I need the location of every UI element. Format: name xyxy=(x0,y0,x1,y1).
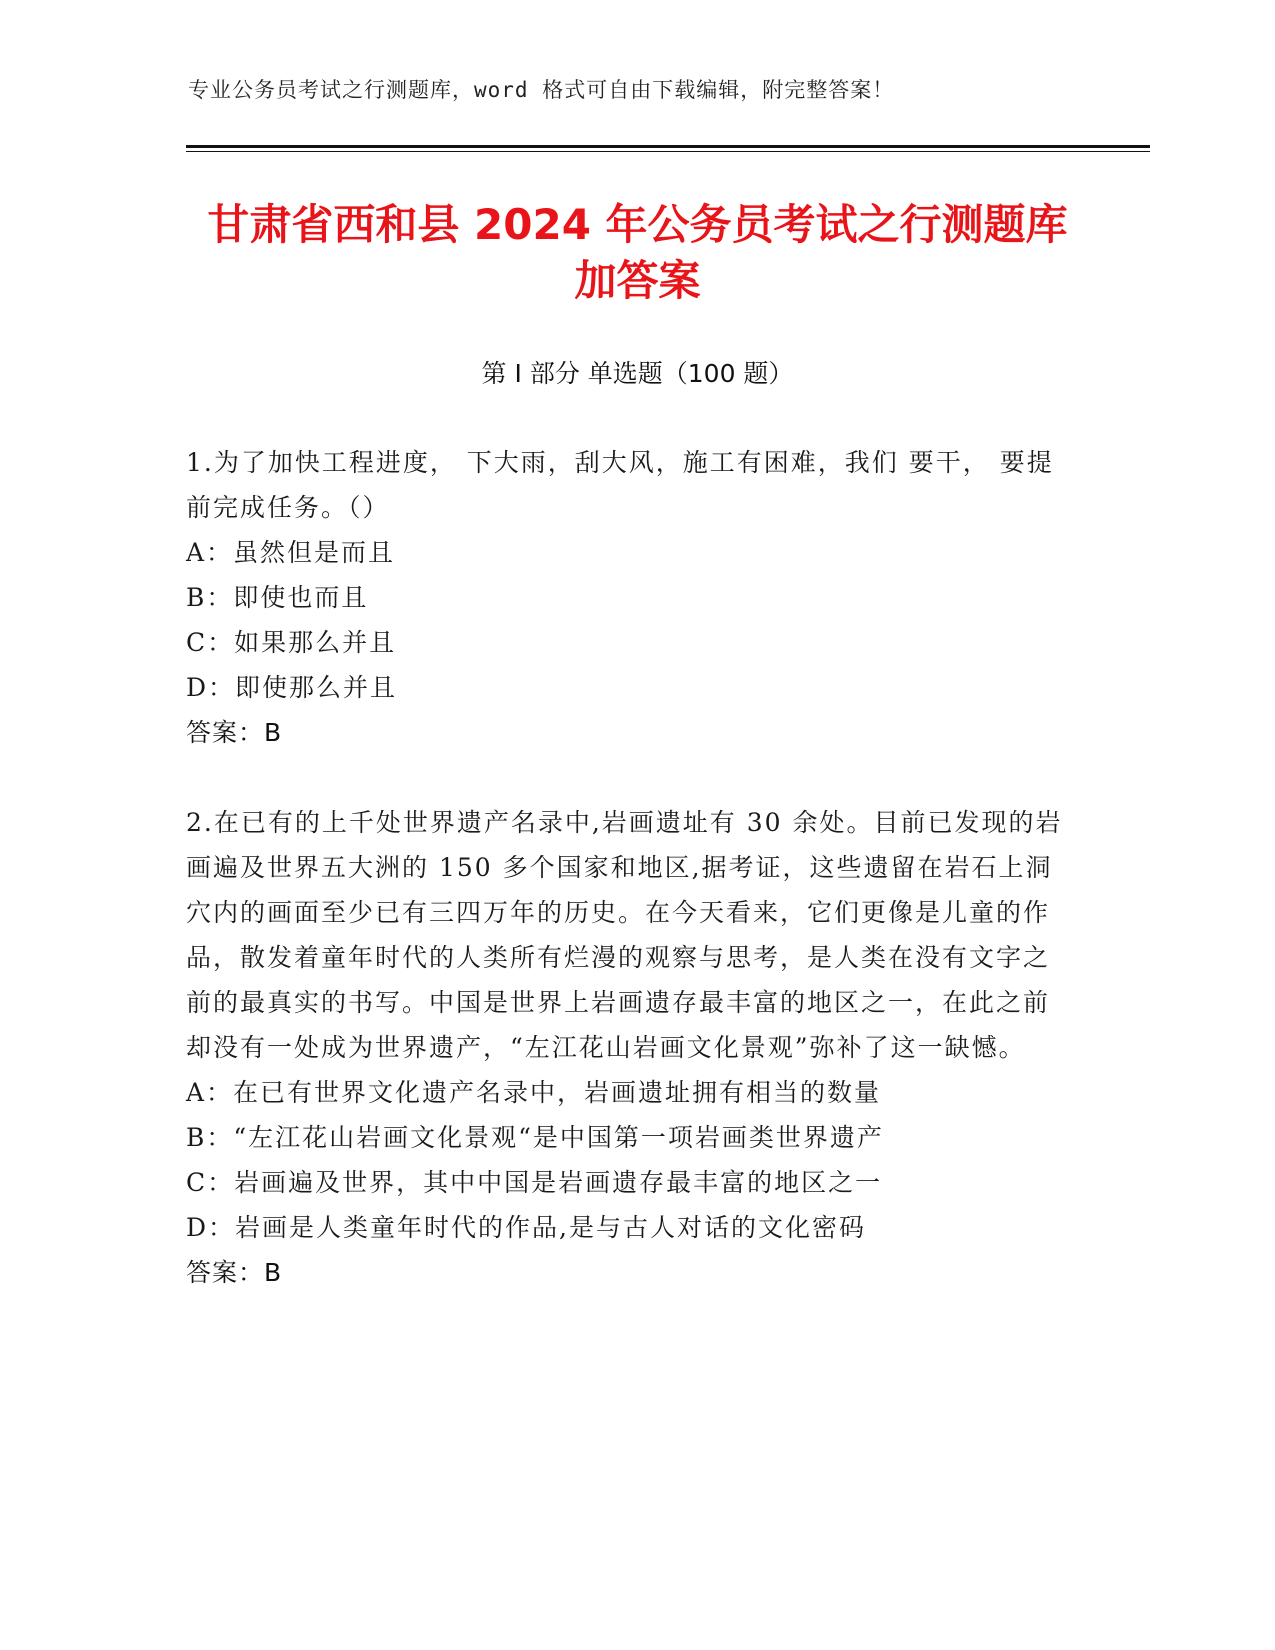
option-b: B：“左江花山岩画文化景观“是中国第一项岩画类世界遗产 xyxy=(186,1123,884,1152)
page-header-note: 专业公务员考试之行测题库，word 格式可自由下载编辑，附完整答案！ xyxy=(188,78,895,102)
header-divider-thick xyxy=(186,145,1150,148)
question-1 xyxy=(186,440,1066,755)
section-heading: 第 I 部分 单选题（100 题） xyxy=(481,359,794,388)
option-d: D：岩画是人类童年时代的作品,是与古人对话的文化密码 xyxy=(186,1213,866,1242)
option-a: A：虽然但是而且 xyxy=(186,538,396,567)
option-d: D：即使那么并且 xyxy=(186,673,398,702)
header-divider-thin xyxy=(186,151,1150,152)
question-stem: 2.在已有的上千处世界遗产名录中,岩画遗址有 30 余处。目前已发现的岩画遍及世界五大洲的 150 多个国家和地区,据考证，这些遗留在岩石上洞穴内的画面至少已有三四万年的历史。在今天看来，它们更像是儿童的作品，散发着童年时代的人类所有烂漫的观察与思考，是人类在没有文字之前的最真实的书写。中国是世界上岩画遗存最丰富的地区之一，在此之前却没有一处成为世界遗产，“左江花山岩画文化景观”弥补了这一缺憾。 xyxy=(186,808,1063,1062)
option-b: B：即使也而且 xyxy=(186,583,369,612)
question-2 xyxy=(186,800,1066,1295)
document-title xyxy=(150,197,1125,309)
question-stem: 1.为了加快工程进度， 下大雨，刮大风，施工有困难，我们 要干， 要提前完成任务。（） xyxy=(186,448,1054,522)
option-c: C：岩画遍及世界，其中中国是岩画遗存最丰富的地区之一 xyxy=(186,1168,883,1197)
option-a: A：在已有世界文化遗产名录中，岩画遗址拥有相当的数量 xyxy=(186,1078,882,1107)
option-c: C：如果那么并且 xyxy=(186,628,397,657)
answer-line: 答案：B xyxy=(186,718,283,747)
title-line-1: 甘肃省西和县 2024 年公务员考试之行测题库 xyxy=(207,200,1068,249)
title-line-2: 加答案 xyxy=(574,256,701,305)
answer-line: 答案：B xyxy=(186,1258,283,1287)
